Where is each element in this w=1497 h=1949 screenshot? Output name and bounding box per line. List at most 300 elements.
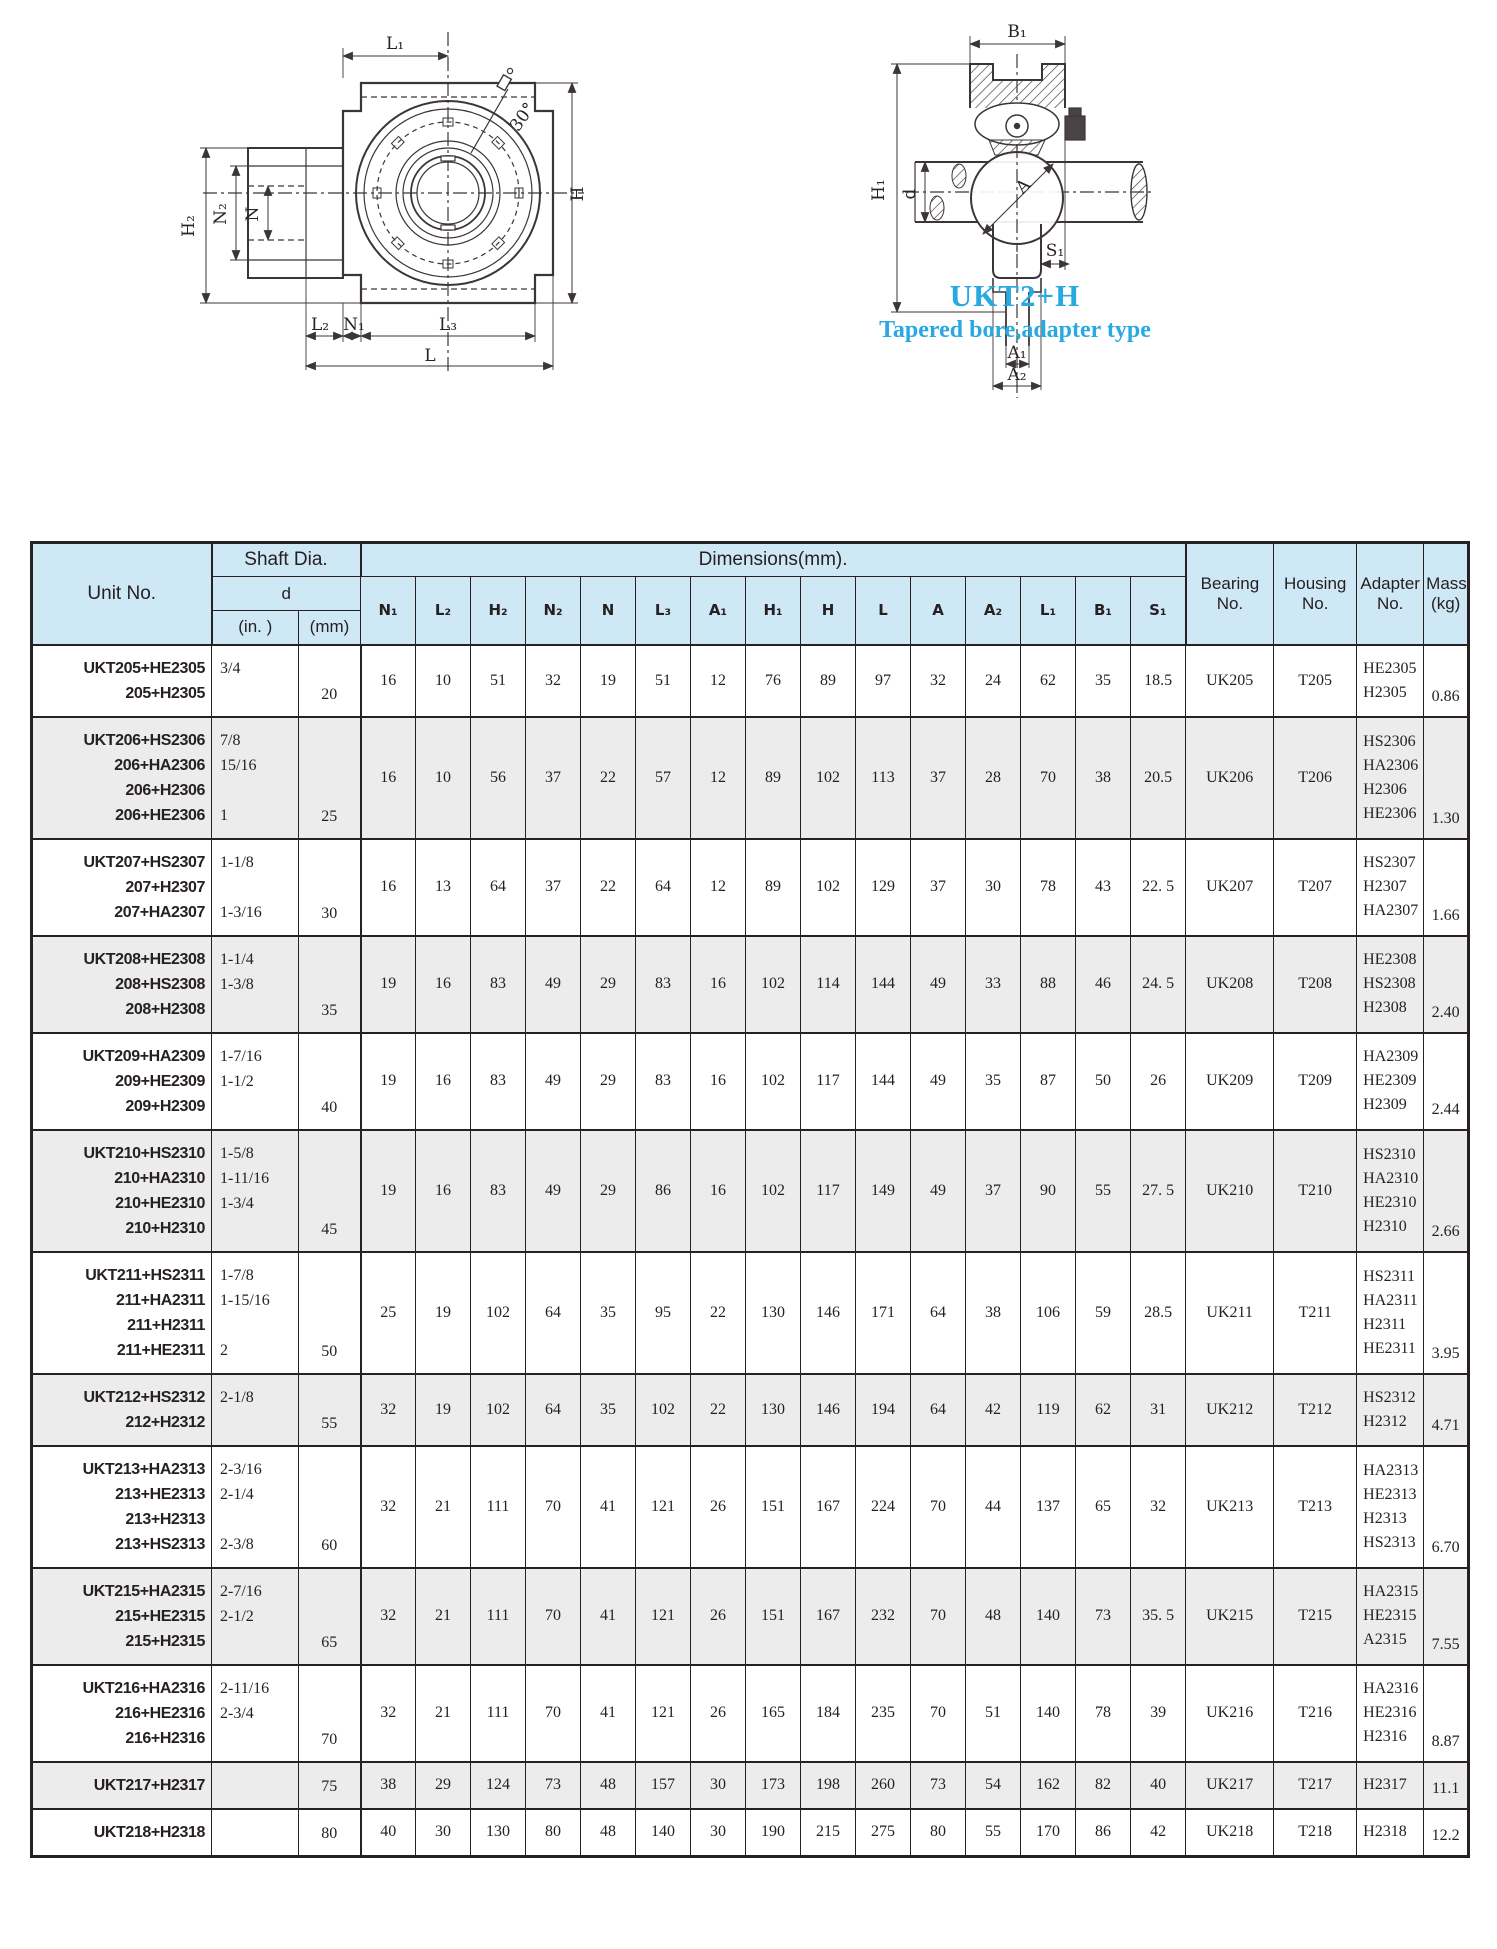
unit-no-cell	[32, 1809, 212, 1857]
unit-no-cell-line: 213+H2313	[125, 1510, 205, 1528]
adapter-no-cell-line: HE2306	[1363, 804, 1417, 822]
dim-value-cell: 102	[471, 1374, 526, 1446]
dim-col-header: H₁	[746, 577, 801, 645]
shaft-inch-cell	[212, 936, 299, 1033]
dim-value-cell: 49	[526, 1033, 581, 1130]
dim-value-cell: 13	[416, 839, 471, 936]
shaft-inch-cell-line: 2-7/16	[220, 1582, 262, 1600]
table-row	[32, 1252, 1469, 1374]
unit-no-cell-line: UKT209+HA2309	[82, 1047, 205, 1065]
unit-no-cell-line: 209+HE2309	[115, 1072, 205, 1090]
dim-value-cell: 48	[581, 1762, 636, 1809]
dim-value-cell: 89	[746, 717, 801, 839]
dim-label-h: H	[568, 186, 588, 202]
dim-value-cell: 35	[1076, 645, 1131, 717]
dim-label-b1: B₁	[1007, 22, 1027, 42]
housing-no-header: Housing No.	[1274, 543, 1357, 645]
mass-cell: 7.55	[1424, 1568, 1469, 1665]
dim-value-cell: 19	[581, 645, 636, 717]
dim-value-cell: 57	[636, 717, 691, 839]
shaft-mm-cell: 55	[299, 1374, 361, 1446]
unit-no-cell-line: UKT210+HS2310	[83, 1144, 205, 1162]
dim-value-cell: 29	[581, 1130, 636, 1252]
dim-value-cell: 97	[856, 645, 911, 717]
unit-no-cell-line: 212+H2312	[125, 1413, 205, 1431]
dim-value-cell: 19	[361, 1033, 416, 1130]
shaft-inch-cell-line: 2-3/8	[220, 1535, 254, 1553]
table-row	[32, 1446, 1469, 1568]
table-row	[32, 1665, 1469, 1762]
dim-value-cell: 22. 5	[1131, 839, 1186, 936]
adapter-no-cell-line: HS2311	[1363, 1267, 1416, 1285]
dim-value-cell: 83	[636, 1033, 691, 1130]
shaft-inch-cell-line	[220, 1313, 294, 1338]
housing-no-cell: T216	[1274, 1665, 1357, 1762]
dim-value-cell: 49	[526, 936, 581, 1033]
unit-no-cell-line: 207+HA2307	[114, 903, 205, 921]
shaft-inch-cell-line: 1-5/8	[220, 1144, 254, 1162]
dim-value-cell: 16	[361, 645, 416, 717]
dim-label-a: A	[1012, 175, 1035, 198]
unit-no-cell-line: 215+H2315	[125, 1632, 205, 1650]
dim-value-cell: 130	[746, 1374, 801, 1446]
unit-no-cell-line: 210+HA2310	[114, 1169, 205, 1187]
bearing-no-cell: UK205	[1186, 645, 1274, 717]
dim-value-cell: 73	[911, 1762, 966, 1809]
dim-value-cell: 65	[1076, 1446, 1131, 1568]
bearing-no-cell: UK208	[1186, 936, 1274, 1033]
mass-cell: 0.86	[1424, 645, 1469, 717]
dim-value-cell: 146	[801, 1374, 856, 1446]
shaft-mm-cell: 25	[299, 717, 361, 839]
unit-no-cell-line: UKT217+H2317	[93, 1776, 205, 1794]
unit-no-cell-line: 211+H2311	[127, 1316, 205, 1334]
dim-value-cell: 10	[416, 717, 471, 839]
dim-value-cell: 146	[801, 1252, 856, 1374]
bearing-no-cell: UK216	[1186, 1665, 1274, 1762]
dim-col-header: L	[856, 577, 911, 645]
dim-value-cell: 32	[361, 1446, 416, 1568]
shaft-mm-cell: 45	[299, 1130, 361, 1252]
adapter-no-cell-line: HE2310	[1363, 1193, 1417, 1211]
housing-no-cell: T207	[1274, 839, 1357, 936]
dim-value-cell: 83	[471, 1130, 526, 1252]
dim-value-cell: 64	[911, 1252, 966, 1374]
dim-value-cell: 16	[416, 936, 471, 1033]
dim-value-cell: 70	[1021, 717, 1076, 839]
adapter-no-cell-line: HS2313	[1363, 1533, 1416, 1551]
dim-col-header: A₁	[691, 577, 746, 645]
dim-value-cell: 121	[636, 1665, 691, 1762]
adapter-no-cell-line: H2307	[1363, 878, 1407, 895]
dim-value-cell: 73	[1076, 1568, 1131, 1665]
dim-value-cell: 43	[1076, 839, 1131, 936]
dim-value-cell: 198	[801, 1762, 856, 1809]
dim-col-header: L₂	[416, 577, 471, 645]
dim-value-cell: 140	[1021, 1568, 1076, 1665]
unit-no-cell-line: 208+H2308	[125, 1000, 205, 1018]
dim-value-cell: 35	[581, 1252, 636, 1374]
table-row	[32, 1809, 1469, 1857]
dim-value-cell: 113	[856, 717, 911, 839]
dim-col-header: B₁	[1076, 577, 1131, 645]
unit-no-cell	[32, 1762, 212, 1809]
adapter-no-cell-line: H2306	[1363, 780, 1407, 798]
dim-value-cell: 26	[691, 1568, 746, 1665]
dim-value-cell: 16	[691, 936, 746, 1033]
mass-cell: 2.66	[1424, 1130, 1469, 1252]
dim-label-h2: H₂	[179, 215, 199, 237]
dim-value-cell: 22	[691, 1374, 746, 1446]
dim-value-cell: 114	[801, 936, 856, 1033]
dim-col-header: A₂	[966, 577, 1021, 645]
dim-value-cell: 80	[526, 1809, 581, 1857]
dim-value-cell: 102	[746, 1130, 801, 1252]
dim-value-cell: 25	[361, 1252, 416, 1374]
unit-no-cell-line: UKT206+HS2306	[83, 731, 205, 749]
dim-value-cell: 21	[416, 1665, 471, 1762]
dim-value-cell: 260	[856, 1762, 911, 1809]
dim-value-cell: 22	[691, 1252, 746, 1374]
dim-value-cell: 26	[691, 1665, 746, 1762]
dim-value-cell: 56	[471, 717, 526, 839]
dim-value-cell: 124	[471, 1762, 526, 1809]
unit-no-cell-line: 211+HE2311	[116, 1341, 205, 1359]
dim-value-cell: 35	[966, 1033, 1021, 1130]
adapter-no-cell-line: HE2313	[1363, 1485, 1417, 1503]
dim-label-a1: A₁	[1007, 343, 1027, 363]
unit-no-cell-line: UKT216+HA2316	[82, 1679, 205, 1697]
bearing-no-cell: UK206	[1186, 717, 1274, 839]
dim-value-cell: 78	[1021, 839, 1076, 936]
adapter-no-cell-line: H2318	[1363, 1823, 1407, 1840]
dim-value-cell: 144	[856, 936, 911, 1033]
dim-value-cell: 41	[581, 1446, 636, 1568]
angle-label-30: 30°	[506, 99, 540, 136]
dim-value-cell: 80	[911, 1809, 966, 1857]
dim-value-cell: 40	[361, 1809, 416, 1857]
shaft-inch-cell-line: 1-3/8	[220, 975, 254, 993]
dim-value-cell: 275	[856, 1809, 911, 1857]
dim-value-cell: 44	[966, 1446, 1021, 1568]
dim-label-a2: A₂	[1007, 365, 1027, 385]
table-row	[32, 936, 1469, 1033]
shaft-inch-cell	[212, 1446, 299, 1568]
dim-value-cell: 117	[801, 1130, 856, 1252]
dim-value-cell: 232	[856, 1568, 911, 1665]
dim-value-cell: 12	[691, 839, 746, 936]
adapter-no-cell-line: HE2305	[1363, 659, 1417, 677]
dim-value-cell: 64	[471, 839, 526, 936]
dim-value-cell: 12	[691, 645, 746, 717]
adapter-no-cell-line: HA2313	[1363, 1461, 1419, 1479]
unit-no-cell-line: 206+HE2306	[115, 806, 205, 824]
shaft-inch-cell-line: 2-1/8	[220, 1388, 254, 1406]
dim-label-s1: S₁	[1045, 241, 1065, 261]
adapter-no-cell	[1357, 1446, 1424, 1568]
dim-value-cell: 54	[966, 1762, 1021, 1809]
unit-no-cell	[32, 717, 212, 839]
dim-value-cell: 48	[966, 1568, 1021, 1665]
unit-no-cell-line: 205+H2305	[125, 684, 205, 702]
dim-value-cell: 26	[691, 1446, 746, 1568]
dim-value-cell: 64	[636, 839, 691, 936]
dim-value-cell: 165	[746, 1665, 801, 1762]
dim-value-cell: 149	[856, 1130, 911, 1252]
dim-label-l3: L₃	[438, 315, 458, 335]
dim-value-cell: 32	[1131, 1446, 1186, 1568]
shaft-inch-cell	[212, 1809, 299, 1857]
dim-value-cell: 190	[746, 1809, 801, 1857]
housing-no-cell: T209	[1274, 1033, 1357, 1130]
unit-no-cell-line: 208+HS2308	[115, 975, 205, 993]
dim-value-cell: 29	[416, 1762, 471, 1809]
housing-no-cell: T210	[1274, 1130, 1357, 1252]
table-row	[32, 1374, 1469, 1446]
dim-value-cell: 27. 5	[1131, 1130, 1186, 1252]
mass-cell: 2.44	[1424, 1033, 1469, 1130]
dim-value-cell: 64	[526, 1374, 581, 1446]
adapter-no-cell	[1357, 1033, 1424, 1130]
adapter-no-cell-line: HS2307	[1363, 854, 1416, 871]
housing-no-cell: T212	[1274, 1374, 1357, 1446]
dim-value-cell: 117	[801, 1033, 856, 1130]
dim-value-cell: 89	[801, 645, 856, 717]
unit-no-cell-line: 207+H2307	[125, 878, 205, 896]
adapter-no-cell-line: HS2306	[1363, 732, 1416, 750]
adapter-no-cell	[1357, 839, 1424, 936]
dim-col-header: A	[911, 577, 966, 645]
dim-value-cell: 111	[471, 1446, 526, 1568]
adapter-no-cell-line: HS2308	[1363, 975, 1416, 992]
bearing-no-cell: UK215	[1186, 1568, 1274, 1665]
dim-label-l2: L₂	[310, 315, 330, 335]
adapter-no-cell-line: HE2316	[1363, 1704, 1417, 1721]
dim-value-cell: 37	[526, 839, 581, 936]
adapter-no-cell-line: HA2307	[1363, 902, 1419, 919]
spec-table	[30, 541, 1470, 1858]
dim-value-cell: 32	[361, 1568, 416, 1665]
dim-value-cell: 83	[471, 936, 526, 1033]
shaft-inch-header: (in. )	[212, 611, 299, 645]
dim-col-header: N₁	[361, 577, 416, 645]
dim-value-cell: 37	[966, 1130, 1021, 1252]
dim-value-cell: 130	[746, 1252, 801, 1374]
housing-no-cell: T213	[1274, 1446, 1357, 1568]
unit-no-cell	[32, 1446, 212, 1568]
adapter-no-cell-line: HA2309	[1363, 1048, 1419, 1065]
dim-value-cell: 137	[1021, 1446, 1076, 1568]
shaft-inch-cell-line: 1-1/2	[220, 1072, 254, 1090]
dim-value-cell: 42	[1131, 1809, 1186, 1857]
front-view-lines	[200, 32, 584, 374]
dim-value-cell: 70	[526, 1446, 581, 1568]
unit-no-cell-line: 209+H2309	[125, 1097, 205, 1115]
dim-value-cell: 40	[1131, 1762, 1186, 1809]
unit-no-cell-line: UKT213+HA2313	[82, 1460, 205, 1478]
shaft-inch-cell-line	[220, 778, 294, 803]
dim-value-cell: 19	[416, 1252, 471, 1374]
dim-value-cell: 151	[746, 1446, 801, 1568]
dimensions-header: Dimensions(mm).	[361, 543, 1186, 577]
dim-value-cell: 30	[691, 1762, 746, 1809]
mass-cell: 6.70	[1424, 1446, 1469, 1568]
housing-no-cell: T217	[1274, 1762, 1357, 1809]
shaft-dia-header: Shaft Dia.	[212, 543, 361, 577]
bearing-no-cell: UK213	[1186, 1446, 1274, 1568]
dim-col-header: H	[801, 577, 856, 645]
dim-value-cell: 30	[416, 1809, 471, 1857]
table-row	[32, 1568, 1469, 1665]
shaft-inch-cell-line: 2-3/4	[220, 1704, 254, 1722]
table-row	[32, 1033, 1469, 1130]
dim-value-cell: 35	[581, 1374, 636, 1446]
adapter-no-cell-line: HE2315	[1363, 1607, 1417, 1624]
adapter-no-cell	[1357, 717, 1424, 839]
dim-value-cell: 49	[526, 1130, 581, 1252]
shaft-inch-cell-line: 1-7/8	[220, 1266, 254, 1284]
dim-col-header: N₂	[526, 577, 581, 645]
unit-no-cell	[32, 1130, 212, 1252]
dim-value-cell: 76	[746, 645, 801, 717]
dim-value-cell: 119	[1021, 1374, 1076, 1446]
mass-header: Mass (kg)	[1424, 543, 1469, 645]
shaft-mm-cell: 20	[299, 645, 361, 717]
dim-value-cell: 37	[526, 717, 581, 839]
adapter-no-cell-line: H2316	[1363, 1728, 1407, 1745]
dim-value-cell: 19	[416, 1374, 471, 1446]
adapter-no-cell-line: H2310	[1363, 1217, 1407, 1235]
unit-no-cell	[32, 839, 212, 936]
unit-no-cell-line: 211+HA2311	[116, 1291, 205, 1309]
unit-no-cell-line: UKT211+HS2311	[85, 1266, 205, 1284]
shaft-inch-cell-line: 2-11/16	[220, 1679, 270, 1697]
adapter-no-cell	[1357, 1762, 1424, 1809]
dim-label-l1: L₁	[385, 34, 405, 54]
dim-value-cell: 86	[636, 1130, 691, 1252]
shaft-inch-cell	[212, 1033, 299, 1130]
dim-value-cell: 29	[581, 936, 636, 1033]
dim-col-header: H₂	[471, 577, 526, 645]
unit-no-cell-line: 213+HS2313	[115, 1535, 205, 1553]
dim-value-cell: 28.5	[1131, 1252, 1186, 1374]
adapter-no-header: Adapter No.	[1357, 543, 1424, 645]
adapter-no-cell-line: HA2311	[1363, 1291, 1418, 1309]
dim-value-cell: 102	[801, 717, 856, 839]
dim-value-cell: 151	[746, 1568, 801, 1665]
dim-value-cell: 35. 5	[1131, 1568, 1186, 1665]
dim-value-cell: 30	[966, 839, 1021, 936]
dim-value-cell: 16	[361, 717, 416, 839]
dim-value-cell: 64	[526, 1252, 581, 1374]
dim-value-cell: 16	[361, 839, 416, 936]
dim-value-cell: 16	[691, 1033, 746, 1130]
dim-value-cell: 19	[361, 936, 416, 1033]
dim-value-cell: 16	[691, 1130, 746, 1252]
dim-value-cell: 62	[1021, 645, 1076, 717]
dim-value-cell: 102	[746, 1033, 801, 1130]
dim-value-cell: 102	[746, 936, 801, 1033]
adapter-no-cell-line: H2305	[1363, 683, 1407, 701]
dim-label-n1: N₁	[343, 315, 365, 335]
dim-value-cell: 42	[966, 1374, 1021, 1446]
spec-table-body	[32, 645, 1469, 1857]
adapter-no-cell-line: H2312	[1363, 1412, 1407, 1430]
shaft-inch-cell-line: 2-3/16	[220, 1460, 262, 1478]
mass-cell: 3.95	[1424, 1252, 1469, 1374]
adapter-no-cell	[1357, 1252, 1424, 1374]
dim-value-cell: 22	[581, 717, 636, 839]
dim-value-cell: 19	[361, 1130, 416, 1252]
adapter-no-cell-line: HE2311	[1363, 1339, 1416, 1357]
unit-no-cell-line: UKT205+HE2305	[83, 659, 205, 677]
adapter-no-cell-line: HE2309	[1363, 1072, 1417, 1089]
dim-label-h1: H₁	[869, 179, 889, 201]
dim-value-cell: 46	[1076, 936, 1131, 1033]
dim-value-cell: 167	[801, 1446, 856, 1568]
shaft-d-header: d	[212, 577, 361, 611]
adapter-no-cell-line: HS2312	[1363, 1388, 1416, 1406]
shaft-inch-cell	[212, 645, 299, 717]
dim-value-cell: 102	[636, 1374, 691, 1446]
shaft-inch-cell-line: 1-15/16	[220, 1291, 270, 1309]
dim-value-cell: 64	[911, 1374, 966, 1446]
shaft-inch-cell	[212, 1130, 299, 1252]
adapter-no-cell	[1357, 1130, 1424, 1252]
bearing-no-cell: UK210	[1186, 1130, 1274, 1252]
unit-no-cell	[32, 1033, 212, 1130]
dim-value-cell: 51	[966, 1665, 1021, 1762]
dim-label-d: d	[900, 188, 920, 200]
shaft-mm-cell: 35	[299, 936, 361, 1033]
front-view-drawing	[148, 18, 588, 388]
dim-value-cell: 184	[801, 1665, 856, 1762]
unit-no-cell	[32, 1252, 212, 1374]
dim-value-cell: 24. 5	[1131, 936, 1186, 1033]
dim-value-cell: 21	[416, 1446, 471, 1568]
dim-value-cell: 29	[581, 1033, 636, 1130]
dim-value-cell: 224	[856, 1446, 911, 1568]
dim-value-cell: 194	[856, 1374, 911, 1446]
adapter-no-cell-line: H2309	[1363, 1096, 1407, 1113]
dim-value-cell: 37	[911, 717, 966, 839]
dim-value-cell: 50	[1076, 1033, 1131, 1130]
unit-no-cell	[32, 1374, 212, 1446]
dim-value-cell: 106	[1021, 1252, 1076, 1374]
unit-no-cell-line: 215+HE2315	[115, 1607, 205, 1625]
dim-value-cell: 88	[1021, 936, 1076, 1033]
mass-cell: 12.2	[1424, 1809, 1469, 1857]
dim-value-cell: 28	[966, 717, 1021, 839]
dim-value-cell: 171	[856, 1252, 911, 1374]
adapter-no-cell-line: HA2306	[1363, 756, 1419, 774]
dim-value-cell: 111	[471, 1568, 526, 1665]
adapter-no-cell-line: A2315	[1363, 1631, 1407, 1648]
dim-value-cell: 32	[361, 1665, 416, 1762]
table-row	[32, 717, 1469, 839]
adapter-no-cell-line: HA2310	[1363, 1169, 1419, 1187]
dim-value-cell: 30	[691, 1809, 746, 1857]
bearing-no-cell: UK212	[1186, 1374, 1274, 1446]
dim-value-cell: 37	[911, 839, 966, 936]
unit-no-cell	[32, 936, 212, 1033]
shaft-inch-cell	[212, 1665, 299, 1762]
unit-no-cell-line: UKT218+H2318	[93, 1823, 205, 1841]
adapter-no-cell-line: HE2308	[1363, 951, 1417, 968]
dim-value-cell: 129	[856, 839, 911, 936]
unit-no-cell-line: 210+HE2310	[115, 1194, 205, 1212]
shaft-inch-cell-line: 3/4	[220, 659, 241, 677]
